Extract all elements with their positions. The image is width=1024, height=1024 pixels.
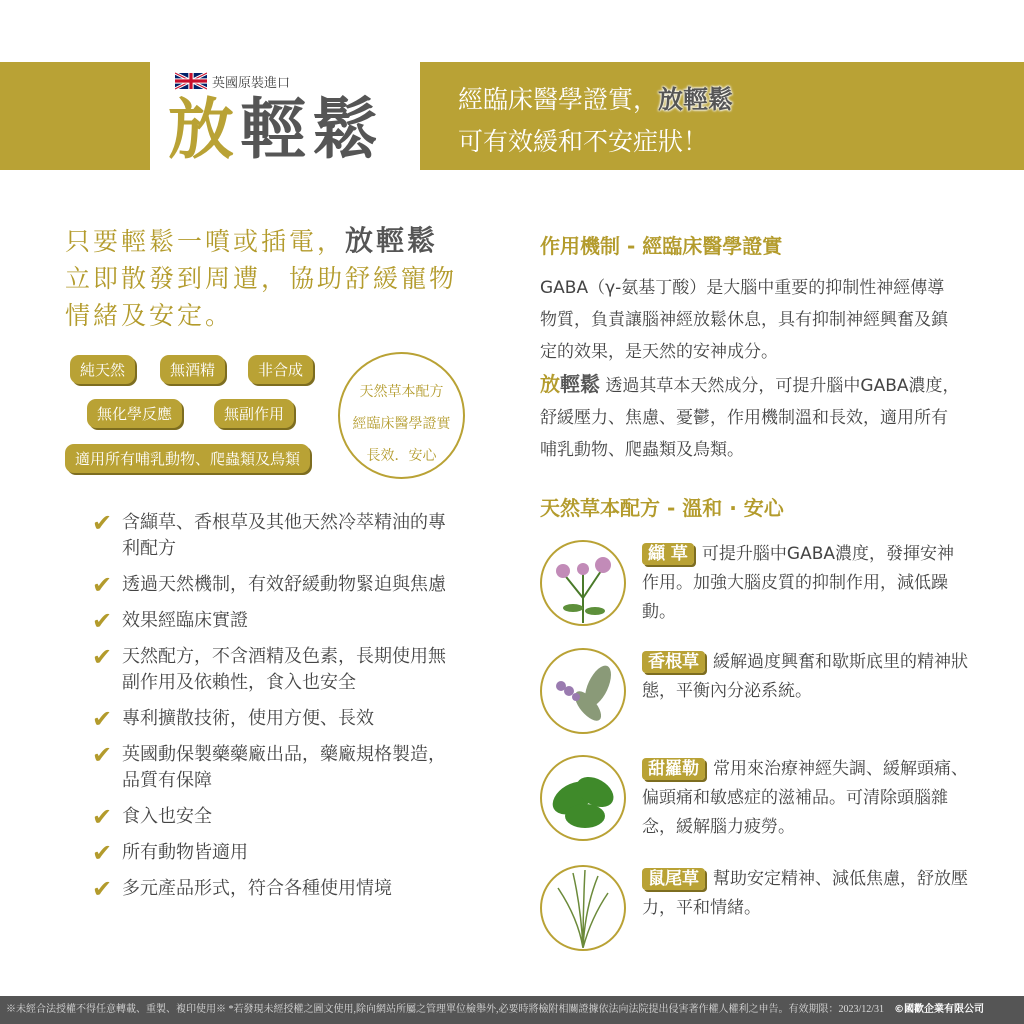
checklist-item: ✔ 多元產品形式，符合各種使用情境 <box>92 875 392 903</box>
herb-label: 甜羅勒 <box>642 758 705 780</box>
checkmark-icon: ✔ <box>92 607 113 635</box>
herbs-title: 天然草本配方 - 溫和 · 安心 <box>540 496 784 520</box>
badge-no-alcohol: 無酒精 <box>160 355 225 384</box>
herb-description: 緩解過度興奮和歇斯底里的精神狀態，平衡內分泌系統。 <box>642 652 968 701</box>
mechanism-text: GABA（γ-氨基丁酸）是大腦中重要的抑制性神經傳導物質，負責讓腦神經放鬆休息，具有抑制神經興奮及鎮定的效果，是天然的安神成分。 放輕鬆 透過其草本天然成分，可提升腦中GABA濃度，舒緩壓力、焦慮、憂鬱，作用機制溫和長效，適用所有哺乳動物、爬蟲類及鳥類。 <box>540 278 960 460</box>
sage-image-icon <box>540 865 626 951</box>
footer: ※未經合法授權不得任意轉載、重製、複印使用※ *若發現未經授權之圖文使用,除向網站所屬之管理單位檢舉外,必要時將檢附相關證據依法向法院提出侵害著作權人權利之申告。有效期限：2023/12/31 ©國歡企業有限公司 <box>0 996 1024 1024</box>
herb-description: 常用來治療神經失調、緩解頭痛、偏頭痛和敏感症的滋補品。可清除頭腦雜念，緩解腦力疲勞。 <box>642 759 968 837</box>
checkmark-icon: ✔ <box>92 643 113 671</box>
herb-label: 香根草 <box>642 651 705 673</box>
badge-natural: 純天然 <box>70 355 135 384</box>
herb-valerian <box>540 540 970 627</box>
checkmark-icon: ✔ <box>92 839 113 867</box>
badge-non-synthetic: 非合成 <box>248 355 313 384</box>
checklist-item: ✔ 所有動物皆適用 <box>92 839 248 867</box>
mechanism-title: 作用機制 - 經臨床醫學證實 <box>540 234 783 258</box>
checkmark-icon: ✔ <box>92 571 113 599</box>
checklist-item: ✔ 透過天然機制，有效舒緩動物緊迫與焦慮 <box>92 571 446 599</box>
checklist-item: ✔ 天然配方，不含酒精及色素，長期使用無副作用及依賴性，食入也安全 <box>92 644 452 696</box>
badge-all-animals: 適用所有哺乳動物、爬蟲類及鳥類 <box>65 444 310 473</box>
feature-circle: 天然草本配方 經臨床醫學證實 長效．安心 <box>338 352 465 479</box>
checklist-item: ✔ 食入也安全 <box>92 803 212 831</box>
herb-description: 可提升腦中GABA濃度，發揮安神作用。加強大腦皮質的抑制作用，減低躁動。 <box>642 544 955 622</box>
tagline-1: 經臨床醫學證實，放輕鬆 <box>458 85 734 114</box>
checkmark-icon: ✔ <box>92 803 113 831</box>
vetiver-image-icon <box>540 648 626 734</box>
herb-sweet-basil <box>540 755 970 842</box>
checklist-item: ✔ 英國動保製藥藥廠出品，藥廠規格製造，品質有保障 <box>92 742 452 794</box>
checkmark-icon: ✔ <box>92 705 113 733</box>
brand-logo: 放輕鬆 <box>168 91 384 168</box>
checkmark-icon: ✔ <box>92 509 113 537</box>
origin-label: 英國原裝進口 <box>212 76 291 91</box>
sweet-basil-image-icon <box>540 755 626 841</box>
checklist-item: ✔ 效果經臨床實證 <box>92 607 248 635</box>
checkmark-icon: ✔ <box>92 741 113 769</box>
checkmark-icon: ✔ <box>92 875 113 903</box>
herb-label: 鼠尾草 <box>642 868 705 890</box>
badge-no-chemical: 無化學反應 <box>87 399 182 428</box>
herb-sage <box>540 865 970 951</box>
uk-flag-icon <box>175 72 207 90</box>
herb-vetiver <box>540 648 970 734</box>
valerian-image-icon <box>540 540 626 626</box>
herb-description: 幫助安定精神、減低焦慮，舒放壓力，平和情緒。 <box>642 869 968 918</box>
checklist-item: ✔ 專利擴散技術，使用方便、長效 <box>92 705 374 733</box>
tagline-2: 可有效緩和不安症狀！ <box>458 127 709 156</box>
herb-label: 纈 草 <box>642 543 694 565</box>
headline: 只要輕鬆一噴或插電，放輕鬆 立即散發到周遭，協助舒緩寵物 情緒及安定。 <box>65 224 458 330</box>
checklist-item: ✔ 含纈草、香根草及其他天然冷萃精油的專利配方 <box>92 510 452 562</box>
badge-no-side-effect: 無副作用 <box>214 399 294 428</box>
feature-checklist <box>92 510 452 912</box>
